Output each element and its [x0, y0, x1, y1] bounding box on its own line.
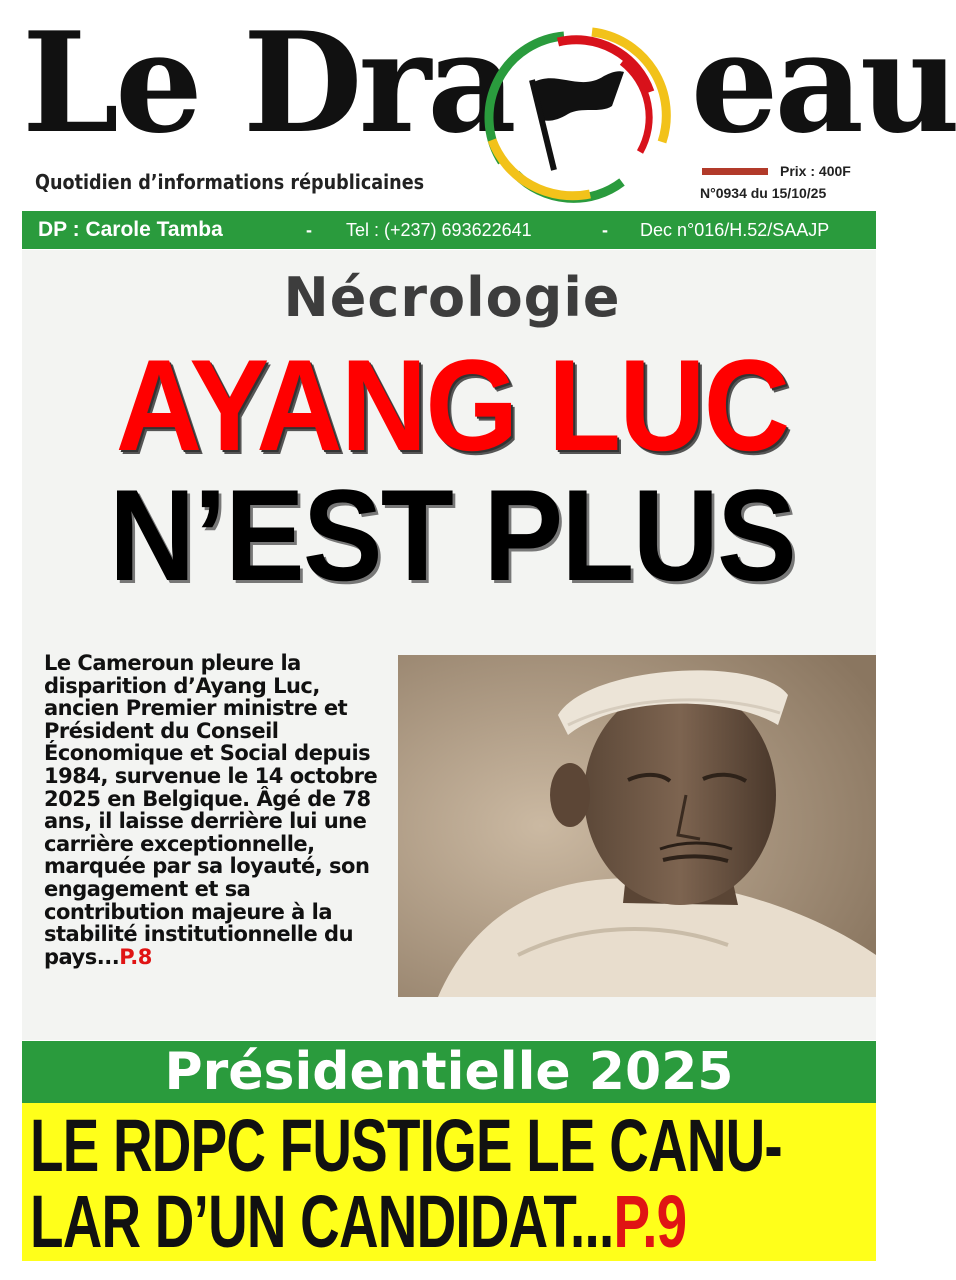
phone-number: Tel : (+237) 693622641 — [346, 219, 532, 240]
price-bar — [702, 168, 768, 175]
title-right: eau — [690, 1, 956, 164]
bottom-headline-line-1: LE RDPC FUSTIGE LE CANU- — [30, 1104, 782, 1187]
portrait-photo — [398, 655, 876, 997]
bottom-headline-line-2-wrap — [30, 1180, 687, 1263]
director-name: DP : Carole Tamba — [38, 218, 223, 241]
headline-line-2: N’EST PLUS — [108, 462, 796, 608]
lead-article — [44, 652, 384, 968]
price: Prix : 400F — [780, 163, 851, 179]
separator: - — [306, 219, 312, 240]
tagline: Quotidien d’informations républicaines — [35, 170, 425, 194]
issue-number: N°0934 du 15/10/25 — [700, 185, 827, 201]
lead-text: Le Cameroun pleure la disparition d’Ayang Luc, ancien Premier ministre et Président du Conseil Économique et Social depuis 1984, survenue le 14 octobre 2025 en Belgique. Âgé de 78 ans, il laisse derrière lui une carrière exceptionnelle, marquée par sa loyauté, son engagement et sa contribution majeure à la stabilité institutionnelle du pays... — [44, 651, 378, 969]
info-bar — [22, 211, 876, 249]
page-reference: P.8 — [119, 944, 152, 969]
bottom-page-reference: P.9 — [613, 1180, 687, 1263]
bottom-headline-line-2: LAR D’UN CANDIDAT... — [30, 1180, 614, 1263]
rubric-presidentielle: Présidentielle 2025 — [22, 1041, 876, 1103]
separator: - — [602, 219, 608, 240]
flag-emblem-icon — [472, 22, 668, 198]
rubric-necrologie: Nécrologie — [283, 266, 621, 329]
title-left: Le Dra — [22, 1, 513, 164]
bottom-headline — [30, 1104, 782, 1263]
masthead — [0, 0, 956, 210]
headline-line-1: AYANG LUC — [115, 332, 789, 478]
decree-number: Dec n°016/H.52/SAAJP — [640, 219, 830, 240]
